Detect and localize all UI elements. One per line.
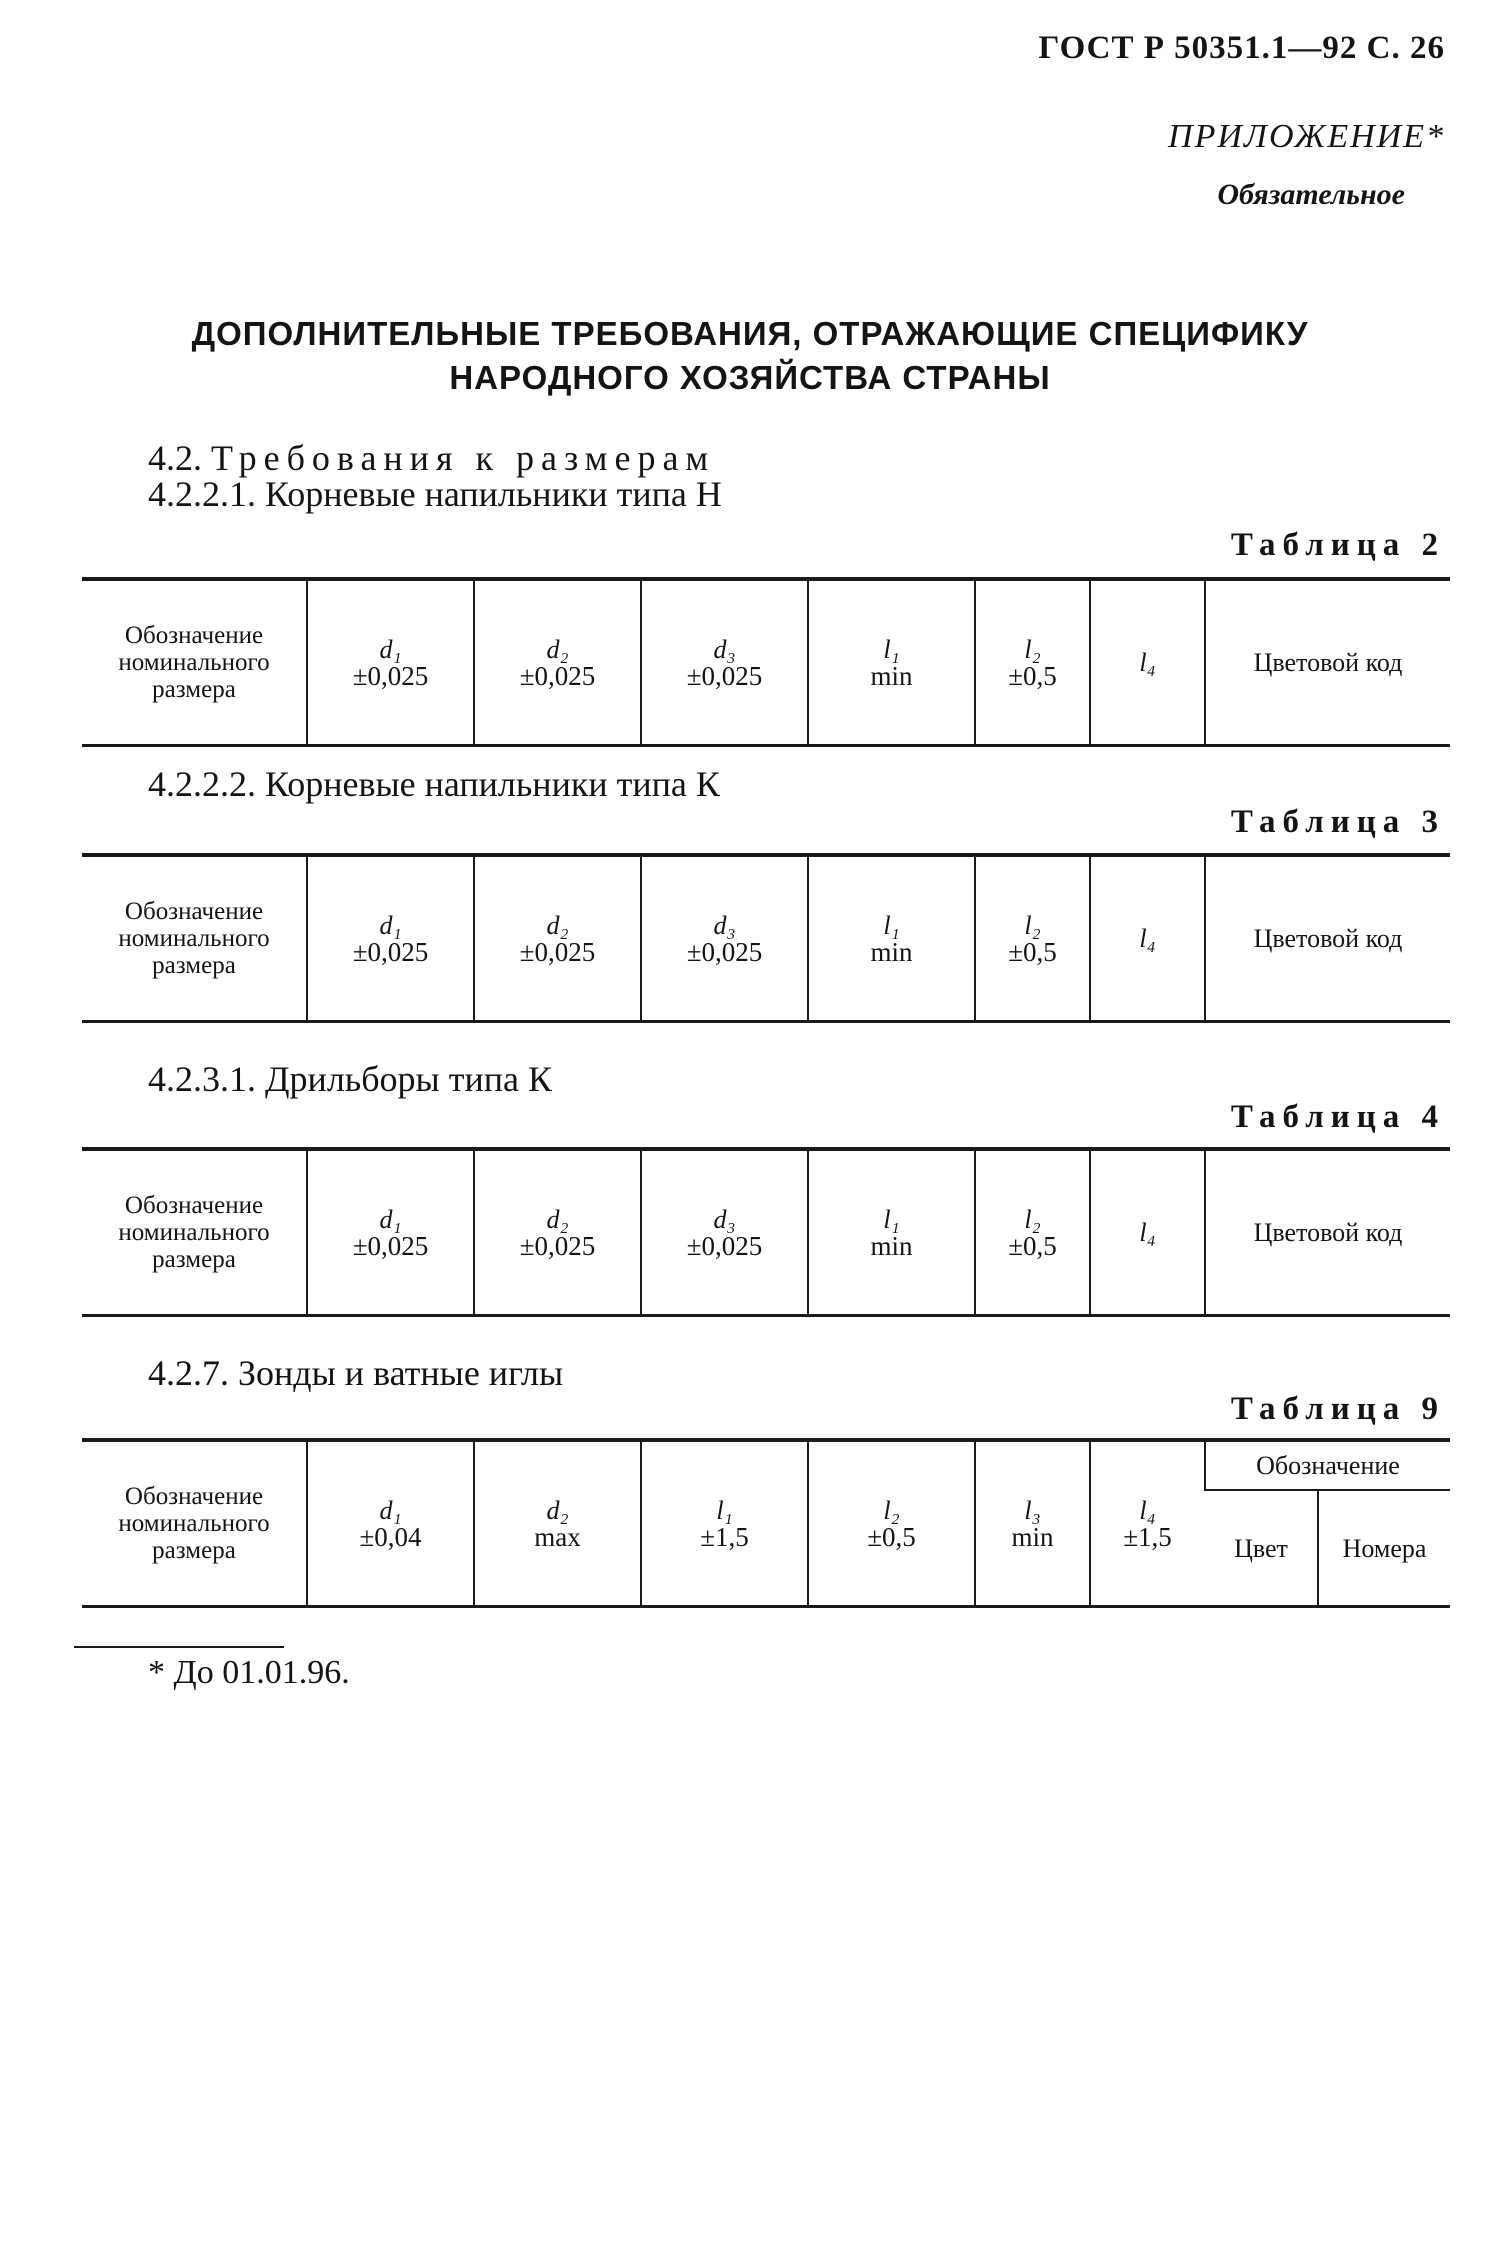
standard-number: ГОСТ Р 50351.1—92 С. 26 xyxy=(1038,30,1445,66)
column-header-designation: Обозначение номинального размера xyxy=(118,1192,270,1273)
column-symbol: l₂ xyxy=(883,1495,900,1525)
table-2-heading: 4.2.2.1. Корневые напильники типа Н xyxy=(148,474,722,514)
table-9 xyxy=(82,1438,1450,1608)
column-tolerance: ±0,5 xyxy=(1008,936,1057,967)
column-tolerance: ±0,5 xyxy=(1008,660,1057,691)
column-symbol: d₃ xyxy=(713,634,736,664)
column-header-l4 xyxy=(1090,855,1205,1022)
column-header-l4 xyxy=(1090,1440,1205,1607)
column-header-color: Цвет xyxy=(1234,1533,1288,1563)
column-header-d1 xyxy=(307,579,474,746)
column-tolerance: ±0,025 xyxy=(352,660,429,691)
column-symbol: l₂ xyxy=(1024,910,1041,940)
column-header-l2 xyxy=(975,855,1090,1022)
column-header-designation: Обозначение номинального размера xyxy=(118,898,270,979)
column-header-color-code: Цветовой код xyxy=(1205,855,1450,1022)
column-symbol: d₂ xyxy=(546,910,569,940)
column-symbol: d₁ xyxy=(379,1204,402,1234)
column-symbol: l₃ xyxy=(1024,1495,1041,1525)
column-tolerance: min xyxy=(870,660,913,691)
column-tolerance: ±0,025 xyxy=(519,1230,596,1261)
column-header-d3 xyxy=(641,855,808,1022)
column-symbol: l₁ xyxy=(716,1495,733,1525)
column-header-d2 xyxy=(474,855,641,1022)
column-header-l3 xyxy=(975,1440,1090,1607)
column-symbol: d₂ xyxy=(546,1495,569,1525)
column-header-d2 xyxy=(474,1440,641,1607)
column-header-d2 xyxy=(474,1149,641,1316)
column-symbol: d₁ xyxy=(379,634,402,664)
column-header-l2 xyxy=(975,579,1090,746)
footnote-divider xyxy=(74,1646,284,1648)
column-symbol: l₄ xyxy=(1139,648,1156,677)
column-symbol: l₁ xyxy=(883,910,900,940)
column-symbol: d₂ xyxy=(546,634,569,664)
column-symbol: l₄ xyxy=(1139,924,1156,953)
column-tolerance: ±0,5 xyxy=(1008,1230,1057,1261)
column-tolerance: ±0,025 xyxy=(519,660,596,691)
column-symbol: l₂ xyxy=(1024,634,1041,664)
column-header-designation: Обозначение номинального размера xyxy=(118,622,270,703)
column-symbol: d₁ xyxy=(379,910,402,940)
column-tolerance: min xyxy=(1011,1521,1054,1552)
table-row xyxy=(82,855,1450,1022)
column-header-color-code: Цветовой код xyxy=(1205,1149,1450,1316)
column-symbol: l₄ xyxy=(1139,1495,1156,1525)
column-symbol: l₂ xyxy=(1024,1204,1041,1234)
appendix-label: ПРИЛОЖЕНИЕ* xyxy=(1168,118,1445,155)
column-tolerance: ±0,025 xyxy=(686,936,763,967)
page-title-line-1: ДОПОЛНИТЕЛЬНЫЕ ТРЕБОВАНИЯ, ОТРАЖАЮЩИЕ СПЕЦИФИКУ xyxy=(191,315,1309,352)
column-header-d1 xyxy=(307,855,474,1022)
table-3 xyxy=(82,853,1450,1023)
table-4-heading: 4.2.3.1. Дрильборы типа К xyxy=(148,1059,552,1099)
column-header-d3 xyxy=(641,579,808,746)
section-number: 4.2. xyxy=(148,438,202,478)
column-header-d1 xyxy=(307,1149,474,1316)
column-header-d1 xyxy=(307,1440,474,1607)
column-header-l1 xyxy=(641,1440,808,1607)
column-symbol: d₂ xyxy=(546,1204,569,1234)
column-header-d3 xyxy=(641,1149,808,1316)
table-row xyxy=(82,1149,1450,1316)
column-header-d2 xyxy=(474,579,641,746)
table-9-label: Таблица 9 xyxy=(1230,1391,1445,1427)
column-header-l1 xyxy=(808,855,975,1022)
column-tolerance: min xyxy=(870,936,913,967)
column-tolerance: ±0,04 xyxy=(359,1521,422,1552)
page-title-line-2: НАРОДНОГО ХОЗЯЙСТВА СТРАНЫ xyxy=(449,359,1051,396)
column-tolerance: ±0,025 xyxy=(352,936,429,967)
footnote: * До 01.01.96. xyxy=(148,1654,350,1691)
column-symbol: d₁ xyxy=(379,1495,402,1525)
column-tolerance: ±1,5 xyxy=(700,1521,749,1552)
table-2 xyxy=(82,577,1450,747)
table-9-heading: 4.2.7. Зонды и ватные иглы xyxy=(148,1353,564,1393)
column-header-l1 xyxy=(808,1149,975,1316)
table-4 xyxy=(82,1147,1450,1317)
column-header-color-code: Цветовой код xyxy=(1205,579,1450,746)
column-symbol: l₁ xyxy=(883,1204,900,1234)
column-header-l2 xyxy=(975,1149,1090,1316)
column-symbol: l₄ xyxy=(1139,1218,1156,1247)
appendix-status: Обязательное xyxy=(1217,178,1405,211)
table-4-label: Таблица 4 xyxy=(1230,1099,1445,1135)
column-header-l1 xyxy=(808,579,975,746)
column-symbol: l₁ xyxy=(883,634,900,664)
table-2-label: Таблица 2 xyxy=(1230,527,1445,563)
column-header-designation: Обозначение номинального размера xyxy=(118,1483,270,1564)
column-tolerance: min xyxy=(870,1230,913,1261)
column-tolerance: ±0,025 xyxy=(519,936,596,967)
column-header-l2 xyxy=(808,1440,975,1607)
table-row xyxy=(82,579,1450,746)
column-tolerance: ±1,5 xyxy=(1123,1521,1172,1552)
column-header-numbers: Номера xyxy=(1318,1490,1450,1607)
table-3-label: Таблица 3 xyxy=(1230,804,1445,840)
column-tolerance: ±0,025 xyxy=(686,1230,763,1261)
column-tolerance: ±0,025 xyxy=(352,1230,429,1261)
column-tolerance: ±0,5 xyxy=(867,1521,916,1552)
table-3-heading: 4.2.2.2. Корневые напильники типа К xyxy=(148,764,720,804)
column-header-l4 xyxy=(1090,1149,1205,1316)
column-header-l4 xyxy=(1090,579,1205,746)
table-row xyxy=(82,1440,1450,1490)
column-symbol: d₃ xyxy=(713,1204,736,1234)
section-title: Требования к размерам xyxy=(211,438,716,478)
column-tolerance: ±0,025 xyxy=(686,660,763,691)
column-symbol: d₃ xyxy=(713,910,736,940)
page-title xyxy=(100,312,1400,400)
column-group-designation: Обозначение xyxy=(1205,1440,1450,1490)
column-tolerance: max xyxy=(534,1521,581,1552)
